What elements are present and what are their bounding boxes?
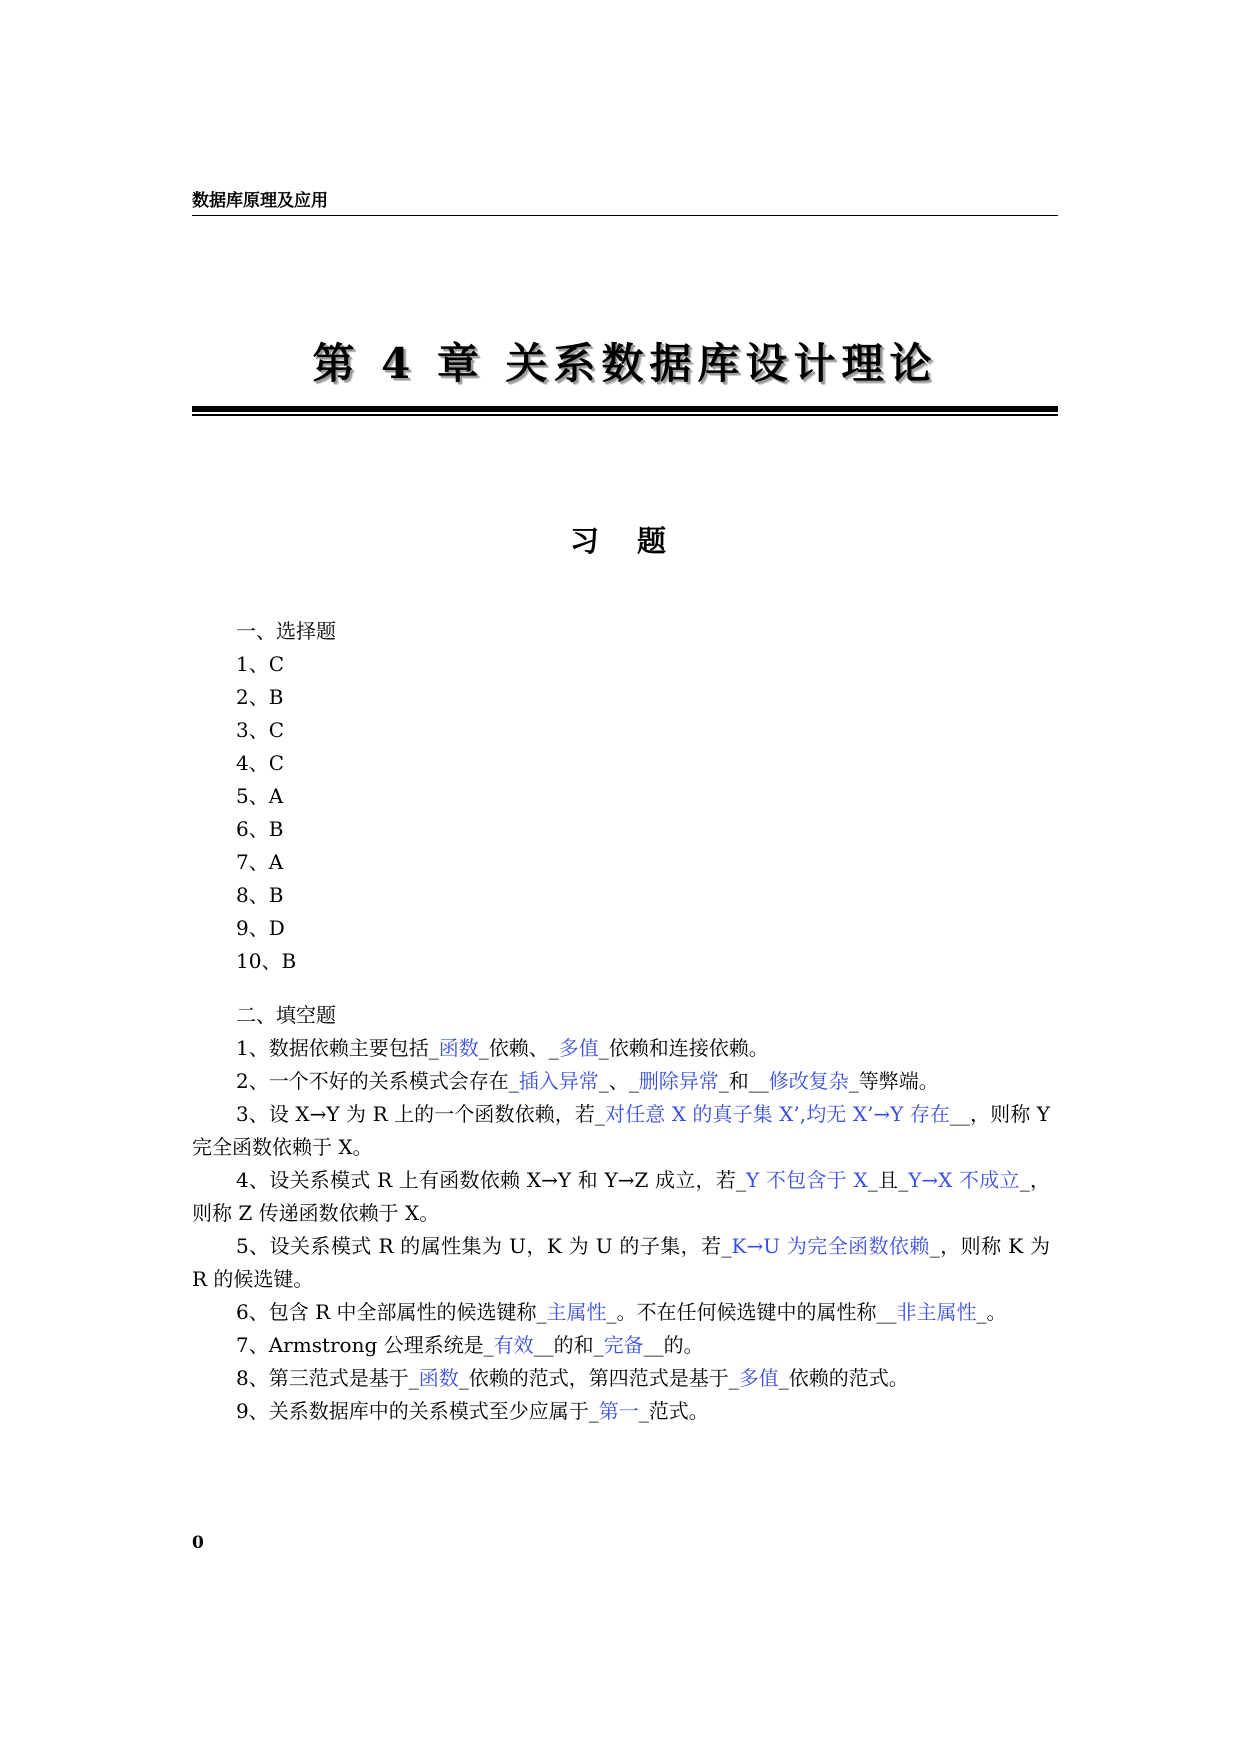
section-title: 习 题 [569,524,681,558]
fill-question-7 [192,1329,1050,1362]
choice-answer: 8、B [236,883,284,907]
question-text: _。不在任何候选键中的属性称__ [606,1300,897,1324]
choice-answer: 1、C [236,652,285,676]
question-text: _且_ [867,1168,909,1192]
answer-text: 完备 [603,1333,644,1357]
fill-question-4 [192,1164,1050,1230]
question-text: _，则称 Z 传递函数依赖于 X。 [192,1168,1051,1225]
choice-answer: 9、D [236,916,285,940]
question-text: _。 [976,1300,1007,1324]
question-text: __的。 [643,1333,704,1357]
fill-question-6 [192,1296,1050,1329]
fill-question-1 [192,1032,1050,1065]
answer-text: 非主属性 [896,1300,977,1324]
question-text: 8、第三范式是基于_ [236,1366,419,1390]
question-text: 9、关系数据库中的关系模式至少应属于_ [236,1399,599,1423]
question-text: 4、设关系模式 R 上有函数依赖 X→Y 和 Y→Z 成立，若_ [236,1168,747,1192]
answer-text: K→U 为完全函数依赖 [731,1234,930,1258]
choice-answer: 10、B [236,949,297,973]
question-text: _，则称 K 为 R 的候选键。 [192,1234,1050,1291]
choice-answer: 4、C [236,751,285,775]
section-gap [192,978,1050,999]
answer-text: 主属性 [546,1300,607,1324]
fill-question-2 [192,1065,1050,1098]
question-text: __，则称 Y 完全函数依赖于 X。 [192,1102,1050,1159]
answer-text: 有效 [493,1333,534,1357]
fill-question-8 [192,1362,1050,1395]
answer-text: 函数 [438,1036,479,1060]
fill-question-5 [192,1230,1050,1296]
choice-answer: 6、B [236,817,284,841]
question-text: 5、设关系模式 R 的属性集为 U，K 为 U 的子集，若_ [236,1234,732,1258]
answer-text: Y 不包含于 X [746,1168,868,1192]
answer-text: 插入异常 [518,1069,599,1093]
question-text: _等弊端。 [848,1069,939,1093]
question-text: _、_ [598,1069,639,1093]
choice-answer: 7、A [236,850,284,874]
question-text: _依赖和连接依赖。 [598,1036,769,1060]
answer-text: 删除异常 [638,1069,719,1093]
question-text: _依赖的范式。 [778,1366,909,1390]
answer-text: 多值 [558,1036,599,1060]
answer-text: Y→X 不成立 [908,1168,1020,1192]
answer-text: 对任意 X 的真子集 X’,均无 X’→Y 存在 [604,1102,950,1126]
question-text: 6、包含 R 中全部属性的候选键称_ [236,1300,547,1324]
chapter-title: 第 4 章 关系数据库设计理论 [312,339,938,388]
answer-text: 多值 [738,1366,779,1390]
choice-answer: 3、C [236,718,285,742]
question-text: 3、设 X→Y 为 R 上的一个函数依赖，若_ [236,1102,605,1126]
choice-answer: 2、B [236,685,284,709]
question-text: _和__ [718,1069,769,1093]
chapter-rule-thick [192,406,1058,412]
choice-answer: 5、A [236,784,284,808]
exercise-body [192,615,1050,1428]
question-text: _范式。 [638,1399,709,1423]
choice-heading: 一、选择题 [236,619,336,643]
question-text: _依赖、_ [478,1036,559,1060]
question-text: 1、数据依赖主要包括_ [236,1036,439,1060]
answer-text: 第一 [598,1399,639,1423]
fill-heading: 二、填空题 [236,1003,336,1027]
question-text: 7、Armstrong 公理系统是_ [236,1333,494,1357]
question-text: __的和_ [533,1333,604,1357]
page-number: 0 [192,1533,204,1553]
question-text: 2、一个不好的关系模式会存在_ [236,1069,519,1093]
header-rule [192,215,1058,216]
answer-text: 函数 [418,1366,459,1390]
answer-text: 修改复杂 [768,1069,849,1093]
fill-question-9 [192,1395,1050,1428]
running-header: 数据库原理及应用 [192,191,328,211]
question-text: _依赖的范式，第四范式是基于_ [458,1366,739,1390]
chapter-rule-thin [192,414,1058,416]
fill-question-3 [192,1098,1050,1164]
